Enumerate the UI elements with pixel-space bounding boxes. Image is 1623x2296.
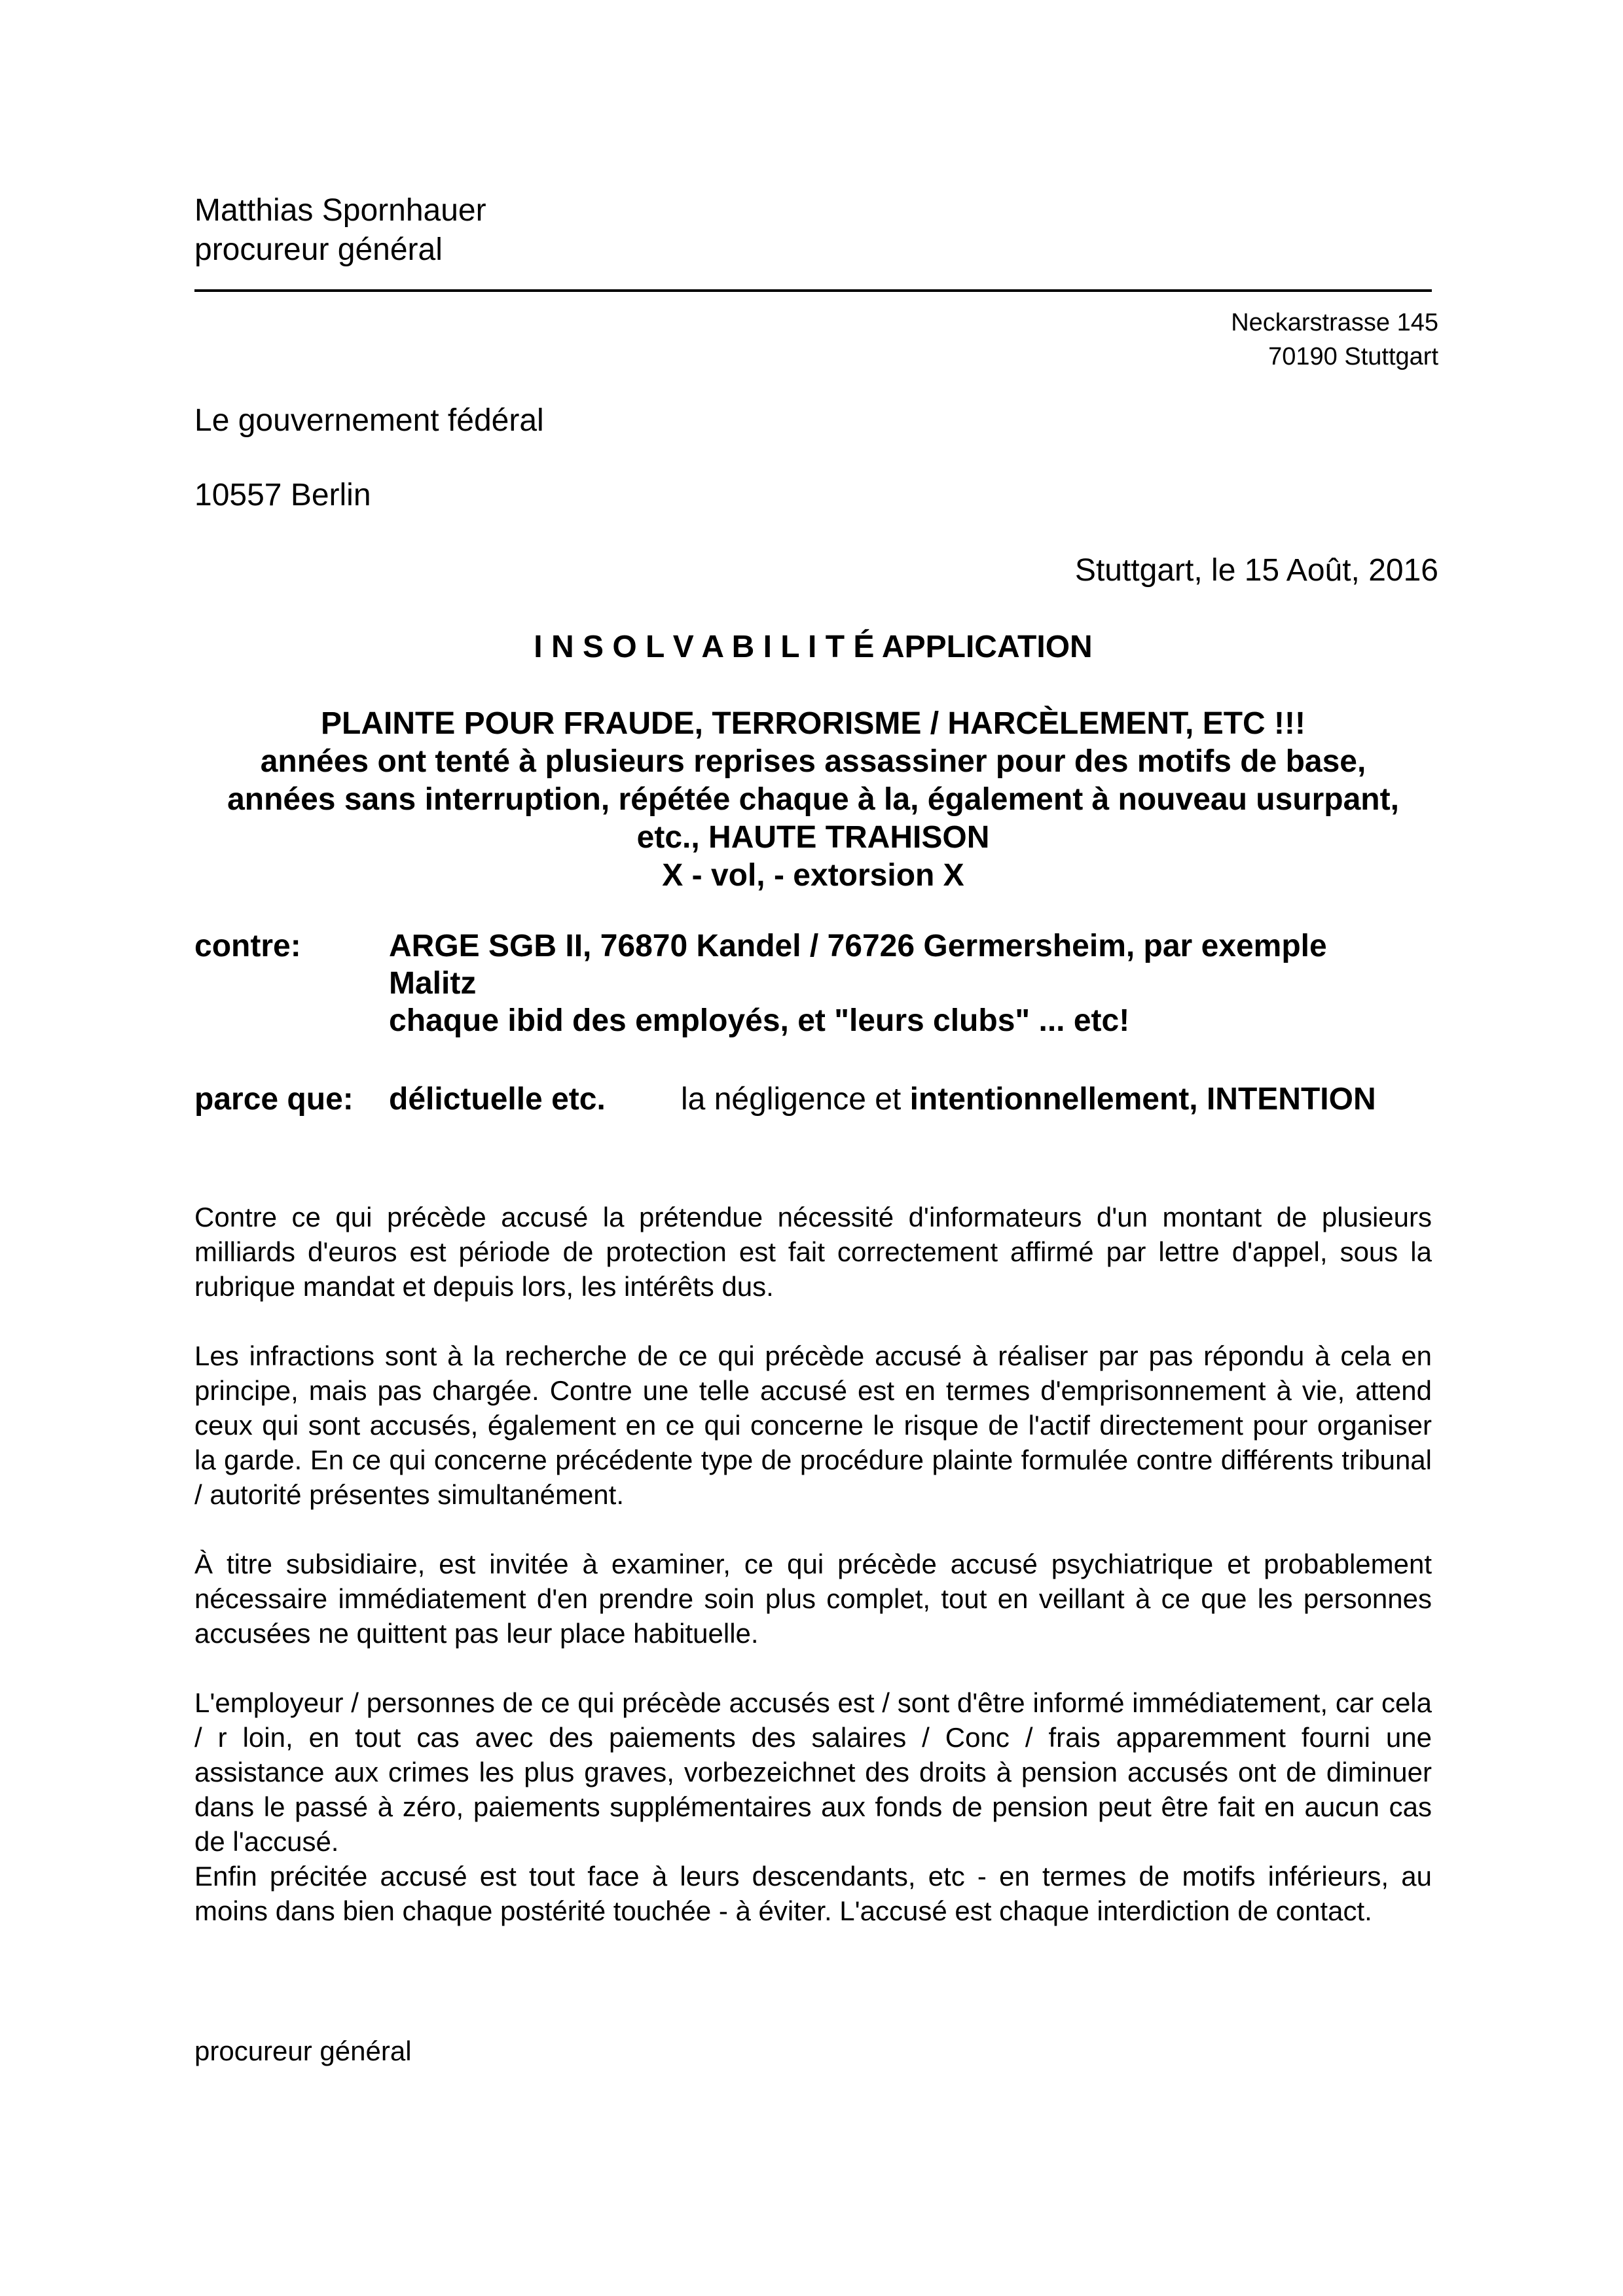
complaint-line: années sans interruption, répétée chaque à la, également à nouveau usurpant, [227, 782, 1399, 817]
sender-role: procureur général [194, 232, 443, 267]
signature: procureur général [194, 2036, 412, 2066]
address-street: Neckarstrasse 145 [1231, 309, 1438, 336]
recipient-name: Le gouvernement fédéral [194, 403, 544, 438]
because-emphasis: intentionnellement, INTENTION [909, 1082, 1376, 1117]
against-line: Malitz [389, 966, 477, 1001]
sender-address [1231, 306, 1438, 374]
against-line: ARGE SGB II, 76870 Kandel / 76726 Germersheim, par exemple [389, 929, 1327, 963]
sender-block [194, 191, 486, 270]
complaint-line: années ont tenté à plusieurs reprises assassiner pour des motifs de base, [260, 744, 1366, 779]
letter-title: I N S O L V A B I L I T É APPLICATION [534, 630, 1093, 664]
because-normal: la négligence et [681, 1082, 910, 1117]
because-detail [681, 1081, 1376, 1118]
address-city: 70190 Stuttgart [1268, 343, 1438, 370]
complaint-block [194, 705, 1432, 895]
against-line: chaque ibid des employés, et "leurs clubs" ... etc! [389, 1003, 1130, 1038]
because-reason: délictuelle etc. [389, 1082, 606, 1117]
complaint-line: X - vol, - extorsion X [662, 858, 964, 893]
complaint-line: etc., HAUTE TRAHISON [636, 820, 990, 855]
body-paragraph: À titre subsidiaire, est invitée à examiner, ce qui précède accusé psychiatrique et probablement nécessaire immédiatement d'en prendre soin plus complet, tout en veillant à ce que les personnes accusées ne quittent pas leur place habituelle. [194, 1549, 1432, 1649]
against-label: contre: [194, 929, 301, 963]
complaint-line: PLAINTE POUR FRAUDE, TERRORISME / HARCÈLEMENT, ETC !!! [320, 706, 1305, 741]
body-paragraph: L'employeur / personnes de ce qui précède accusés est / sont d'être informé immédiatement, car cela / r loin, en tout cas avec des paiements des salaires / Conc / frais apparemment fourni une assistance aux crimes les plus graves, vorbezeichnet des droits à pension accusés ont de diminuer dans le passé à zéro, paiements supplémentaires aux fonds de pension peut être fait en aucun cas de l'accusé. [194, 1687, 1432, 1857]
sender-name: Matthias Spornhauer [194, 193, 486, 228]
against-block [389, 927, 1327, 1039]
because-label: parce que: [194, 1082, 354, 1117]
body-paragraph: Les infractions sont à la recherche de ce qui précède accusé à réaliser par pas répondu à cela en principe, mais pas chargée. Contre une telle accusé est en termes d'emprisonnement à vie, attend ceux qui sont accusés, également en ce qui concerne le risque de l'actif directement pour organiser la garde. En ce qui concerne précédente type de procédure plainte formulée contre différents tribunal / autorité présentes simultanément. [194, 1340, 1432, 1510]
body-paragraph: Contre ce qui précède accusé la prétendue nécessité d'informateurs d'un montant de plusieurs milliards d'euros est période de protection est fait correctement affirmé par lettre d'appel, sous la rubrique mandat et depuis lors, les intérêts dus. [194, 1202, 1432, 1302]
recipient-city: 10557 Berlin [194, 478, 371, 512]
body-paragraph: Enfin précitée accusé est tout face à leurs descendants, etc - en termes de motifs inférieurs, au moins dans bien chaque postérité touchée - à éviter. L'accusé est chaque interdiction de contact. [194, 1861, 1432, 1926]
header-divider [194, 289, 1432, 292]
letter-date: Stuttgart, le 15 Août, 2016 [1074, 553, 1438, 588]
